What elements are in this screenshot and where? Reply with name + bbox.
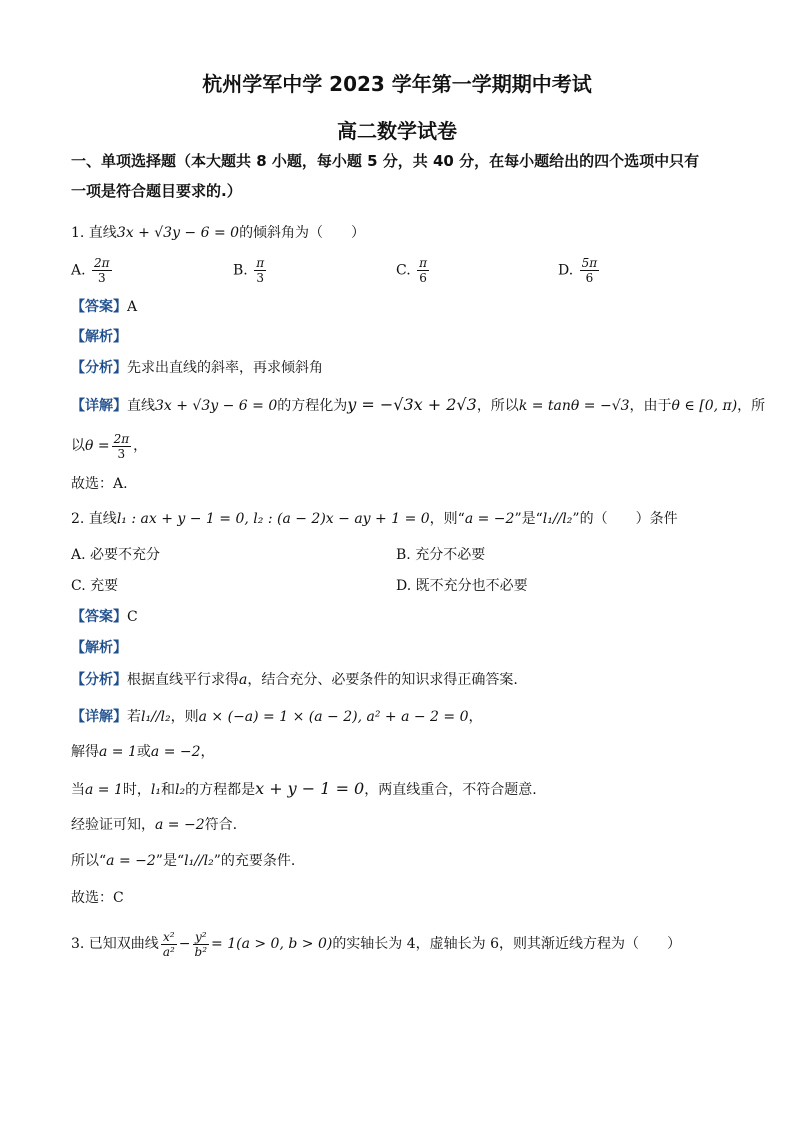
q2-option-d: D. 既不充分也不必要 [396,578,528,594]
detail-tag: 【详解】 [71,398,127,414]
q3-stem: 3. 已知双曲线 $\frac{\text{x²}}{\text{a²}}$ − $\frac{\text{y²}}{\text{b²}}$ = 1(a > 0, b > 0)的实轴长为 4，虚轴长为 6，则其渐近线方程为（ ） [71,929,682,959]
exam-title: 杭州学军中学 2023 学年第一学期期中考试 [202,72,592,96]
q1-option-c-fraction: $\frac{\pi}{6}$ [419,256,428,285]
q1-analysis [71,358,323,378]
q2-stem: 2. 直线l₁ : ax + y − 1 = 0, l₂ : (a − 2)x − ay + 1 = 0，则“a = −2”是“l₁//l₂”的（ ）条件 [71,511,678,527]
q1-detail-fraction: $\frac{2\pi}{3}$ [113,431,130,461]
q1-choose: 故选：A. [71,476,128,492]
q1-option-d-fraction: $\frac{5\pi}{6}$ [581,256,598,285]
jiexi-tag: 【解析】 [71,329,127,345]
q2-option-b: B. 充分不必要 [396,547,486,563]
q1-option-b-fraction: $\frac{\pi}{3}$ [256,256,265,285]
q1-detail-line1: 【详解】直线3x + √3y − 6 = 0的方程化为y = −√3x + 2√3，所以k = tanθ = −√3，由于θ ∈ [0, π)，所 [71,395,766,414]
q1-answer [71,297,137,317]
q2-option-c: C. 充要 [71,578,119,594]
exam-subtitle: 高二数学试卷 [337,119,457,143]
section-heading-line2: 一项是符合题目要求的.） [71,182,242,200]
q1-jiexi [71,327,127,347]
q1-option-c: C. $\frac{\pi}{6}$ [396,256,428,285]
analysis-tag: 【分析】 [71,360,127,376]
q1-stem-prefix: 1. 直线 [71,225,117,241]
q1-option-a: A. $\frac{2\pi}{3}$ [71,256,110,285]
q1-detail-line2: 以θ = $\frac{2\pi}{3}$ ， [71,431,148,461]
q1-option-d: D. $\frac{5\pi}{6}$ [558,256,598,285]
q1-stem [71,223,365,243]
q1-stem-equation: 3x + √3y − 6 = 0 [116,225,240,241]
q2-analysis: 【分析】根据直线平行求得a，结合充分、必要条件的知识求得正确答案. [71,672,518,688]
answer-value: A [127,299,138,315]
q2-when: 当a = 1时，l₁和l₂的方程都是x + y − 1 = 0，两直线重合，不符合题意. [71,779,537,798]
q2-conclusion: 所以“a = −2”是“l₁//l₂”的充要条件. [71,853,296,869]
q2-jiexi: 【解析】 [71,640,127,656]
q3-fraction-x: $\frac{\text{x²}}{\text{a²}}$ [162,929,175,959]
q3-fraction-y: $\frac{\text{y²}}{\text{b²}}$ [194,929,208,959]
q2-detail: 【详解】若l₁//l₂，则a × (−a) = 1 × (a − 2), a² + a − 2 = 0， [71,709,483,725]
q2-answer: 【答案】C [71,609,138,625]
q1-stem-suffix: 的倾斜角为（ ） [239,225,366,241]
q1-option-a-fraction: $\frac{2\pi}{3}$ [94,256,110,285]
q2-choose: 故选：C [71,890,124,906]
q2-solve: 解得a = 1或a = −2， [71,744,215,760]
answer-tag: 【答案】 [71,299,127,315]
q2-option-a: A. 必要不充分 [71,547,161,563]
section-heading-line1: 一、单项选择题（本大题共 8 小题，每小题 5 分，共 40 分，在每小题给出的四个选项中只有 [71,152,700,170]
q1-option-b: B. $\frac{\pi}{3}$ [233,256,265,285]
analysis-text: 先求出直线的斜率，再求倾斜角 [127,360,323,376]
q2-verify: 经验证可知，a = −2符合. [71,817,238,833]
